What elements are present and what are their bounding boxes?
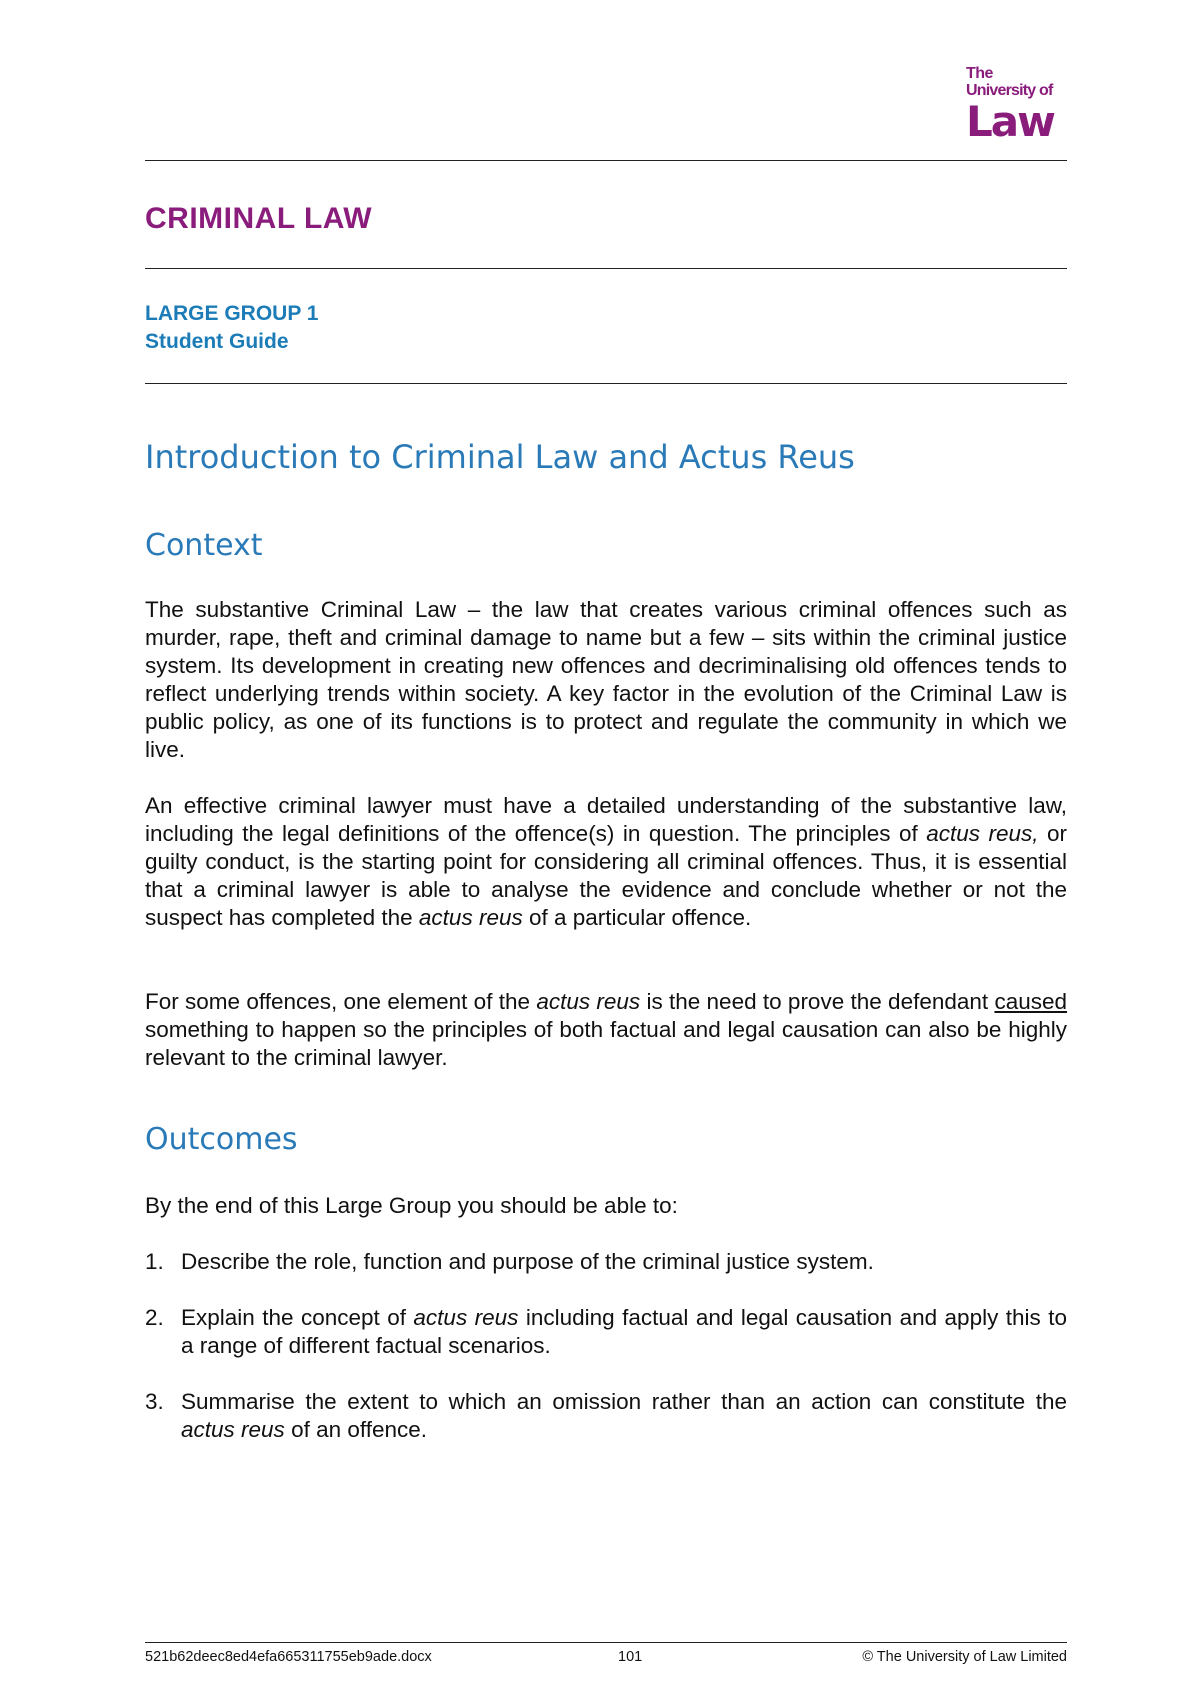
logo-line-1: The (966, 65, 993, 82)
text-run: of a particular offence. (522, 905, 752, 930)
list-text: Describe the role, function and purpose of the criminal justice system. (181, 1249, 874, 1274)
text-run-italic: actus reus, (926, 821, 1039, 846)
main-heading: Introduction to Criminal Law and Actus Reus (145, 438, 855, 476)
course-title: CRIMINAL LAW (145, 202, 373, 235)
footer-copyright: © The University of Law Limited (862, 1649, 1067, 1665)
text-run-italic: actus reus (418, 905, 523, 930)
footer-page-number: 101 (618, 1649, 643, 1665)
university-logo (966, 65, 1062, 146)
text-run: Summarise the extent to which an omission rather than an action can constitute the (181, 1389, 1067, 1414)
divider-3 (145, 383, 1067, 384)
footer-divider (145, 1642, 1067, 1643)
text-run: Explain the concept of (181, 1305, 414, 1330)
text-run: is the need to prove the defendant (640, 989, 995, 1014)
list-number: 1. (145, 1249, 164, 1274)
outcome-item-3 (145, 1388, 1067, 1444)
text-run-underlined: caused (994, 989, 1068, 1014)
text-run-italic: actus reus (536, 989, 641, 1014)
logo-line-2: University of (966, 82, 1053, 99)
context-paragraph-2 (145, 792, 1067, 932)
text-run: or guilty conduct, is the starting point for considering all criminal offences. Thus, it is essential that a criminal lawyer is able to analyse the evidence and conclude whether or not the suspect has completed the (145, 821, 1068, 930)
text-run: including factual and legal causation and apply this to a range of different factual scenarios. (181, 1305, 1067, 1358)
list-text (181, 1304, 1067, 1360)
text-run: of an offence. (284, 1417, 428, 1442)
outcomes-intro: By the end of this Large Group you should be able to: (145, 1193, 678, 1218)
context-paragraph-3 (145, 988, 1067, 1072)
list-number: 2. (145, 1305, 164, 1330)
text-run: An effective criminal lawyer must have a detailed understanding of the substantive law, including the legal definitions of the offence(s) in question. The principles of (145, 793, 1067, 846)
outcome-item-2 (145, 1304, 1067, 1360)
footer-filename: 521b62deec8ed4efa665311755eb9ade.docx (145, 1649, 432, 1665)
text-run: something to happen so the principles of both factual and legal causation can also be highly relevant to the criminal lawyer. (145, 1017, 1067, 1070)
large-group-subtitle: Student Guide (145, 330, 289, 353)
text-run-italic: actus reus (413, 1305, 519, 1330)
outcome-item-1 (145, 1248, 1067, 1276)
context-paragraph-1: The substantive Criminal Law – the law that creates various criminal offences such as murder, rape, theft and criminal damage to name but a few – sits within the criminal justice system. Its development in creating new offences and decriminalising old offences tends to reflect underlying trends within society. A key factor in the evolution of the Criminal Law is public policy, as one of its functions is to protect and regulate the community in which we live. (145, 597, 1067, 762)
list-number: 3. (145, 1389, 164, 1414)
logo-line-3: Law (966, 97, 1054, 146)
text-run: For some offences, one element of the (145, 989, 537, 1014)
divider-top (145, 160, 1067, 161)
text-run-italic: actus reus (181, 1417, 285, 1442)
list-text (181, 1388, 1067, 1444)
large-group-title: LARGE GROUP 1 (145, 302, 319, 325)
outcomes-heading: Outcomes (145, 1122, 298, 1157)
large-group-block (145, 300, 318, 356)
context-heading: Context (145, 528, 263, 563)
divider-2 (145, 268, 1067, 269)
